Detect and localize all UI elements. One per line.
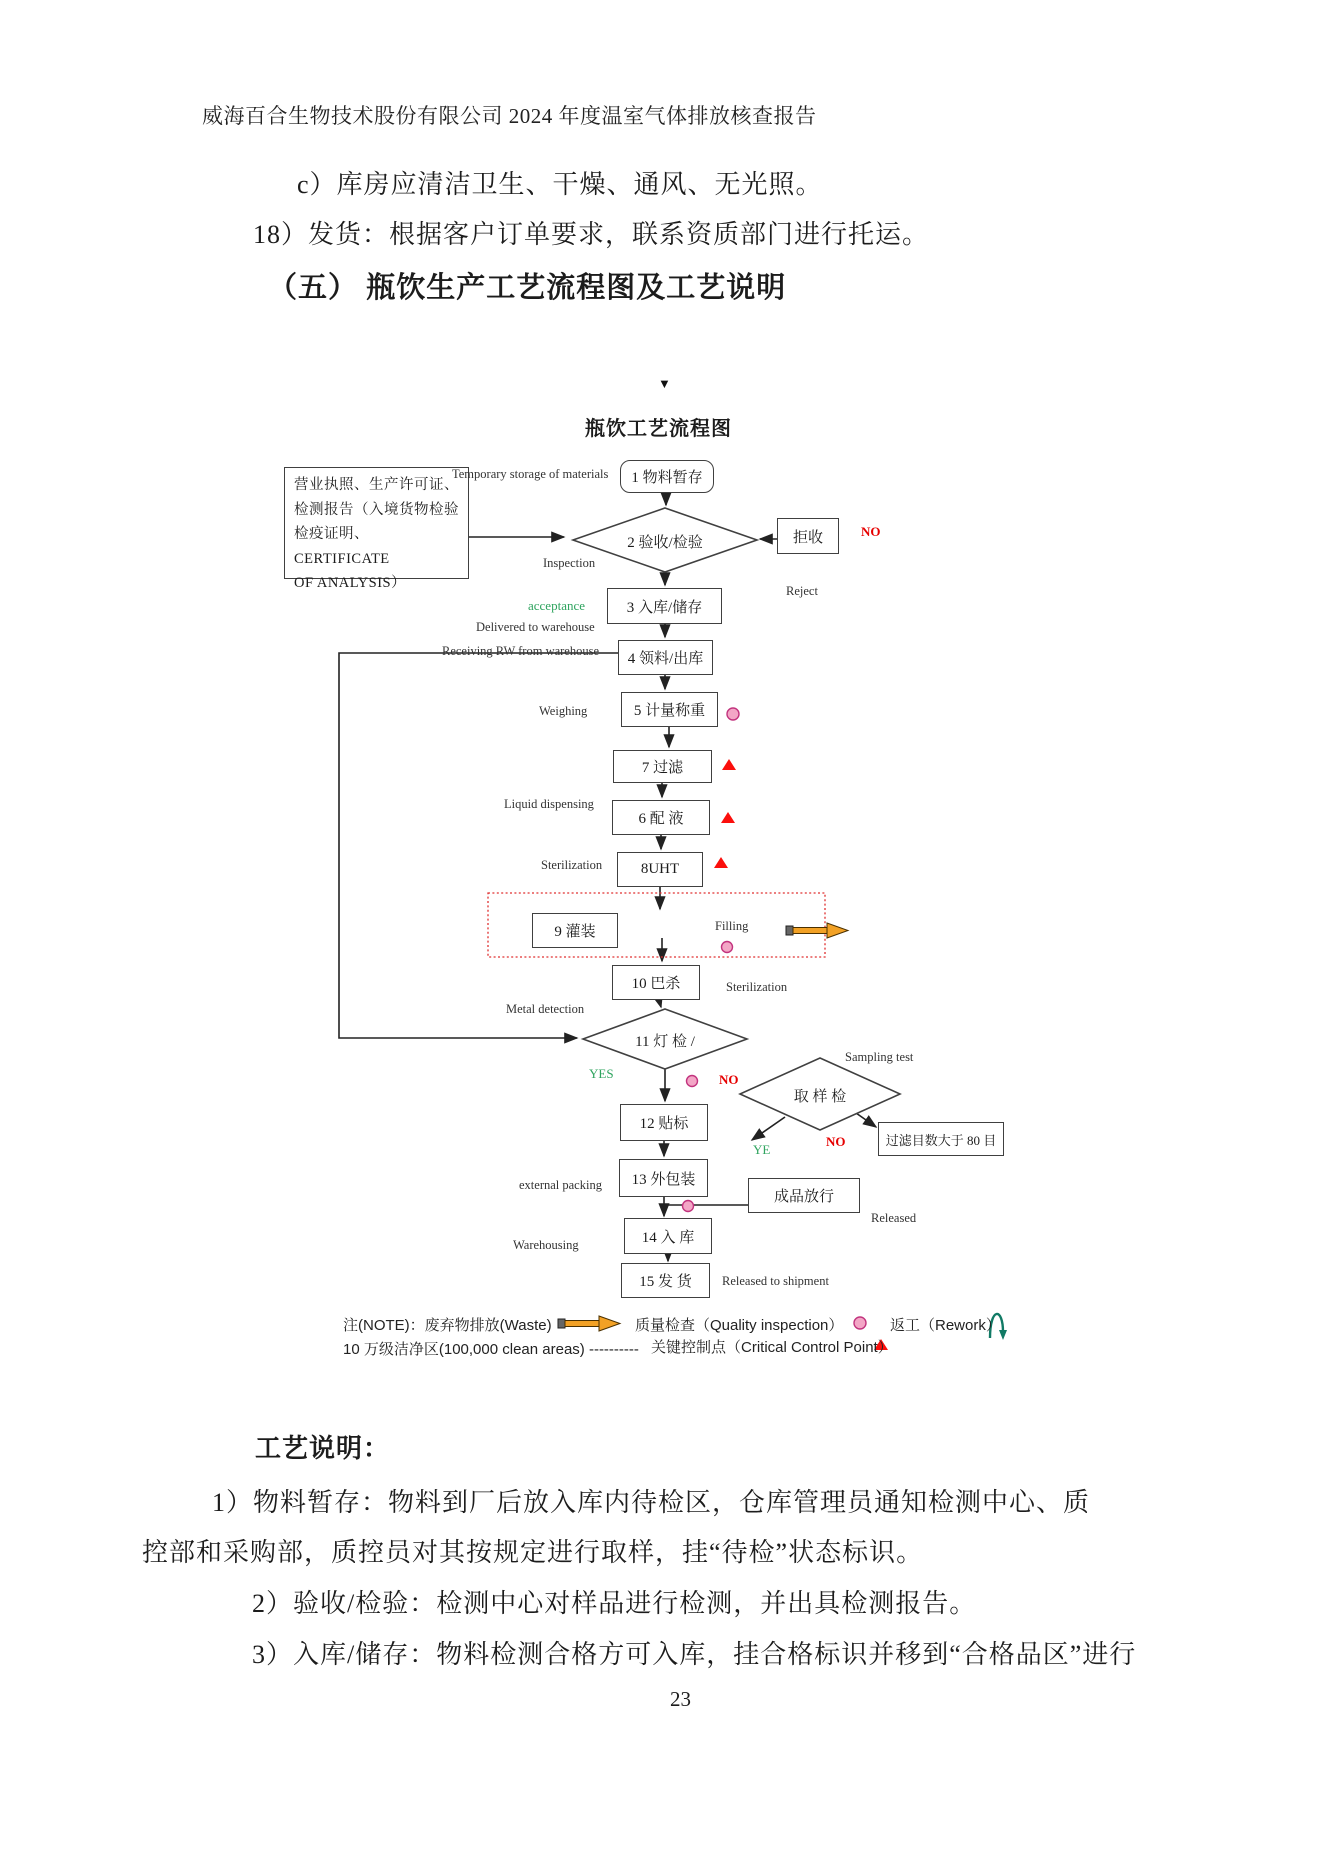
label-sterilization-uht: Sterilization	[541, 858, 603, 872]
label-filling: Filling	[715, 919, 749, 933]
info-line: 检疫证明、CERTIFICATE	[294, 526, 390, 567]
label-sterilization-pasteur: Sterilization	[726, 980, 788, 994]
ccp-triangle-icon	[722, 759, 736, 770]
section-title: （五） 瓶饮生产工艺流程图及工艺说明	[268, 272, 787, 304]
node-14-warehouse: 14 入 库	[624, 1218, 712, 1254]
quality-circle-icon	[727, 708, 739, 720]
node-mesh-condition: 过滤目数大于 80 目	[878, 1122, 1004, 1156]
legend-rework: 返工（Rework）	[890, 1317, 1001, 1334]
report-header: 威海百合生物技术股份有限公司 2024 年度温室气体排放核查报告	[202, 104, 817, 128]
notes-line: 2）验收/检验：检测中心对样品进行检测，并出具检测报告。	[252, 1589, 977, 1618]
legend-quality: 质量检查（Quality inspection）	[635, 1317, 844, 1334]
label-sampling-test: Sampling test	[845, 1050, 914, 1064]
waste-arrow-icon	[786, 923, 848, 938]
node-10-pasteurization: 10 巴杀	[612, 965, 700, 1000]
page-number: 23	[670, 1687, 691, 1711]
decision-11-label: 11 灯 检 /	[635, 1034, 695, 1050]
node-8-uht: 8UHT	[617, 852, 703, 887]
label-receiving: Receiving RW from warehouse	[442, 644, 600, 658]
tag-no-reject: NO	[861, 524, 881, 539]
certificates-info-box	[284, 467, 469, 591]
label-external-packing: external packing	[519, 1178, 602, 1192]
node-12-labeling: 12 贴标	[620, 1104, 708, 1141]
label-warehousing: Warehousing	[513, 1238, 579, 1252]
node-7-filtration: 7 过滤	[613, 750, 712, 783]
triangle-down-icon: ▼	[658, 376, 671, 391]
label-weighing: Weighing	[539, 704, 588, 718]
label-temp-storage: Temporary storage of materials	[452, 467, 609, 481]
notes-line: 3）入库/储存：物料检测合格方可入库，挂合格标识并移到“合格品区”进行	[252, 1640, 1137, 1669]
label-released-shipment: Released to shipment	[722, 1274, 829, 1288]
node-5-weighing: 5 计量称重	[621, 692, 718, 727]
node-product-release: 成品放行	[748, 1178, 860, 1213]
legend-note-waste: 注(NOTE)：废弃物排放(Waste)	[343, 1317, 552, 1334]
node-4-material-issue: 4 领料/出库	[618, 640, 713, 675]
notes-heading: 工艺说明：	[255, 1434, 391, 1463]
label-delivered: Delivered to warehouse	[476, 620, 595, 634]
waste-arrow-icon	[558, 1316, 620, 1331]
node-reject: 拒收	[777, 518, 839, 554]
legend-clean-area: 10 万级洁净区(100,000 clean areas) ----------	[343, 1341, 639, 1358]
label-reject: Reject	[786, 584, 818, 598]
notes-line: 1）物料暂存：物料到厂后放入库内待检区，仓库管理员通知检测中心、质	[212, 1488, 1091, 1517]
node-6-liquid-dispensing: 6 配 液	[612, 800, 710, 835]
info-line: 营业执照、生产许可证、	[294, 477, 459, 493]
arrow-sample-ye	[752, 1117, 785, 1140]
decision-2-label: 2 验收/检验	[627, 535, 703, 551]
info-line: OF ANALYSIS）	[294, 575, 407, 591]
label-inspection: Inspection	[543, 556, 596, 570]
paragraph-c: c）库房应清洁卫生、干燥、通风、无光照。	[297, 170, 823, 199]
paragraph-18: 18）发货：根据客户订单要求，联系资质部门进行托运。	[253, 220, 930, 249]
tag-no-sample: NO	[826, 1134, 846, 1149]
decision-sample-label: 取 样 检	[793, 1089, 847, 1105]
arrow-10-to-11	[659, 1000, 661, 1007]
node-3-warehousing: 3 入库/储存	[607, 588, 722, 624]
quality-circle-icon	[683, 1201, 694, 1212]
legend-ccp: 关键控制点（Critical Control Point）	[651, 1339, 893, 1356]
tag-no-lamp-check: NO	[719, 1072, 739, 1087]
tag-ye: YE	[753, 1142, 771, 1157]
quality-circle-icon	[687, 1076, 698, 1087]
quality-circle-icon	[722, 942, 733, 953]
quality-circle-icon	[854, 1317, 866, 1329]
ccp-triangle-icon	[714, 857, 728, 868]
notes-line: 控部和采购部，质控员对其按规定进行取样，挂“待检”状态标识。	[142, 1538, 924, 1567]
flowchart-title: 瓶饮工艺流程图	[585, 418, 732, 440]
node-15-shipment: 15 发 货	[621, 1263, 710, 1298]
ccp-triangle-icon	[721, 812, 735, 823]
tag-acceptance: acceptance	[528, 598, 586, 613]
node-13-outer-packing: 13 外包装	[619, 1159, 708, 1197]
node-9-filling: 9 灌装	[532, 913, 618, 948]
label-released: Released	[871, 1211, 917, 1225]
tag-yes: YES	[589, 1066, 614, 1081]
info-line: 检测报告（入境货物检验	[294, 501, 459, 518]
label-metal-detection: Metal detection	[506, 1002, 585, 1016]
arrow-sample-no	[856, 1113, 876, 1127]
label-liquid-dispensing: Liquid dispensing	[504, 797, 594, 811]
node-1-material-storage: 1 物料暂存	[620, 460, 714, 493]
